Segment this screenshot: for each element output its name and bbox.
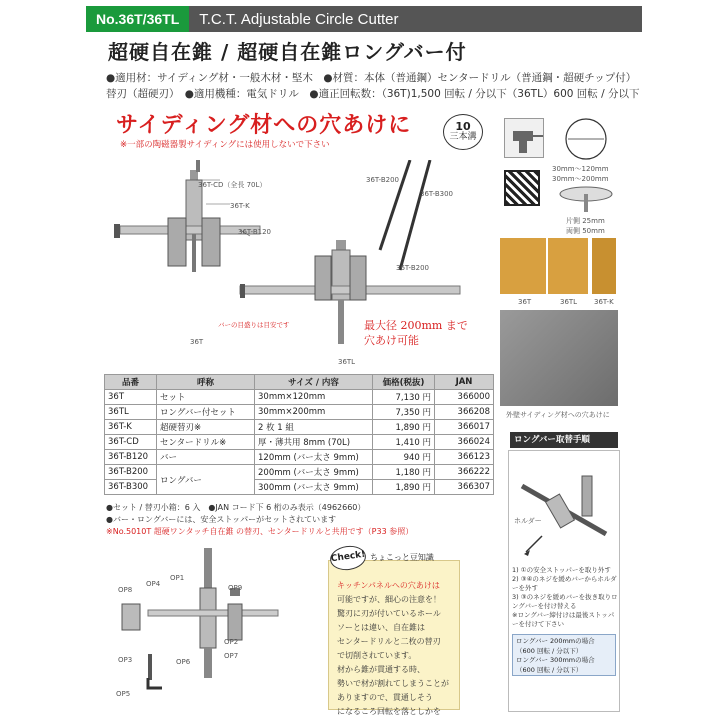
model-number: No.36T/36TL: [86, 6, 189, 32]
memo-line: ありますので、貫通しそう: [337, 693, 433, 702]
cell-price: 1,410 円: [373, 435, 435, 450]
cell-jan: 366000: [435, 390, 494, 405]
parts-diagram: [108, 548, 324, 716]
tips-memo: [328, 560, 460, 716]
guide-header: ロングバー取替手順: [510, 432, 618, 448]
rpm-box: [512, 634, 616, 676]
siding-drilling-photo: [500, 310, 618, 406]
drill-icon: [504, 118, 544, 158]
pkg-label-3: 36T-K: [594, 298, 614, 306]
product-name-en: T.C.T. Adjustable Circle Cutter: [199, 10, 399, 28]
cell-code: 36T-B300: [105, 480, 157, 495]
pkg-label-2: 36TL: [560, 298, 578, 306]
memo-line: 材から錐が貫通する時、: [337, 665, 425, 674]
memo-line: で切削されています。: [337, 651, 417, 660]
cell-code: 36T-CD: [105, 435, 157, 450]
rpm-line: ロングバー 300mmの場合: [516, 656, 595, 664]
cell-code: 36T-B120: [105, 450, 157, 465]
cell-jan: 366208: [435, 405, 494, 420]
spec-line-2: 替刃（超硬刃） ●適用機種：電気ドリル ●適正回転数：（36T)1,500 回転 / 分以下（36TL）600 回転 / 分以下: [106, 88, 640, 100]
package-36t-photo: [500, 238, 546, 294]
cell-jan: 366222: [435, 465, 494, 480]
part-label-op9: OP9: [228, 584, 243, 592]
table-note-1: ●セット / 替刃小箱：6 入 ●JAN コード下 6 桁のみ表示（4962660）: [106, 503, 366, 512]
rpm-line: （600 回転 / 分以下）: [516, 646, 583, 655]
holder-label: ホルダー: [514, 517, 542, 525]
range-1: 30mm〜120mm: [552, 165, 609, 173]
cell-name: バー: [157, 450, 255, 465]
cell-price: 7,350 円: [373, 405, 435, 420]
guide-diagram: [512, 456, 616, 562]
badge-number: 10: [455, 120, 471, 133]
cell-size: 厚・薄共用 8mm (70L): [255, 435, 373, 450]
table-row: [105, 420, 494, 435]
cell-name: セット: [157, 390, 255, 405]
col-size: サイズ / 内容: [255, 375, 373, 390]
cell-size: 120mm (バー太さ 9mm): [255, 450, 373, 465]
memo-line: ソーとは違い、自在錐は: [337, 623, 425, 632]
check-badge: Check!: [329, 544, 368, 573]
spec-line-1: ●適用材：サイディング材・一般木材・堅木 ●材質：本体（普通鋼）センタードリル（普通鋼・超硬チップ付）: [106, 72, 637, 84]
max-note-line-2: 穴あけ可能: [364, 334, 419, 347]
cutter-36t-illustration: [114, 160, 260, 272]
package-36tk-photo: [592, 238, 616, 294]
cell-code: 36T-K: [105, 420, 157, 435]
col-price: 価格(税抜): [373, 375, 435, 390]
part-label-op1: OP1: [170, 574, 185, 582]
hole-size-icon: [556, 116, 616, 162]
memo-line: になるころ回転を落としかを: [337, 707, 441, 716]
cell-size: 2 枚 1 組: [255, 420, 373, 435]
memo-line: キッチンパネルへの穴あけは: [337, 581, 440, 590]
part-label-op5: OP5: [116, 690, 131, 698]
part-label-op6: OP6: [176, 658, 191, 666]
cell-jan: 366017: [435, 420, 494, 435]
cell-price: 7,130 円: [373, 390, 435, 405]
max-diameter-note: [364, 318, 468, 348]
part-label-op3: OP3: [118, 656, 133, 664]
page-title: 超硬自在錐 / 超硬自在錐ロングバー付: [108, 40, 467, 64]
memo-line: 可能ですが、細心の注意を！: [337, 595, 441, 604]
depth-icon: [556, 184, 616, 214]
cell-jan: 366024: [435, 435, 494, 450]
price-table: [104, 374, 494, 495]
label-b120: 36T-B120: [238, 228, 271, 236]
part-label-op8: OP8: [118, 586, 133, 594]
cell-price: 1,890 円: [373, 420, 435, 435]
part-label-op4: OP4: [146, 580, 161, 588]
table-row: [105, 405, 494, 420]
table-row: [105, 390, 494, 405]
cell-code: 36T-B200: [105, 465, 157, 480]
guide-step: ※ロングバー締付けは最後ストッパーを付けて下さい: [512, 611, 615, 628]
memo-line: 驚刃に刃が付いているホール: [337, 609, 441, 618]
table-header-row: [105, 375, 494, 390]
cell-size: 30mm×120mm: [255, 390, 373, 405]
cell-name: ロングバー付セット: [157, 405, 255, 420]
guide-steps: [512, 566, 618, 629]
col-name: 呼称: [157, 375, 255, 390]
table-row: [105, 465, 494, 480]
table-row: [105, 435, 494, 450]
cell-price: 1,180 円: [373, 465, 435, 480]
col-jan: JAN: [435, 375, 494, 390]
rpm-line: ロングバー 200mmの場合: [516, 637, 595, 645]
memo-title: ちょこっと豆知識: [370, 553, 434, 562]
cell-price: 940 円: [373, 450, 435, 465]
badge-text: 三本溝: [449, 132, 477, 142]
memo-line: 勢いで材が割れてしまうことが: [337, 679, 449, 688]
depth-2: 両側 50mm: [566, 227, 605, 235]
guide-step: 3) ③のネジを緩めバーを抜き取りロングバーを付け替える: [512, 593, 618, 610]
cell-size: 300mm (バー太さ 9mm): [255, 480, 373, 495]
cell-name: ロングバー: [157, 465, 255, 495]
label-cd: 36T-CD（全長 70L）: [198, 181, 267, 189]
col-code: 品番: [105, 375, 157, 390]
package-36tl-photo: [548, 238, 588, 294]
promo-heading: サイディング材への穴あけに: [116, 112, 412, 138]
guide-step: 2) ③④のネジを緩めバーからホルダーを外す: [512, 575, 617, 592]
label-36t: 36T: [190, 338, 204, 346]
three-flute-badge: [443, 114, 483, 150]
table-note-3: ※No.5010T 超硬ワンタッチ自在錐 の替刃、センタードリルと共用です（P33 参照）: [106, 527, 414, 536]
cell-size: 30mm×200mm: [255, 405, 373, 420]
rpm-line: （600 回転 / 分以下）: [516, 665, 583, 674]
depth-1: 片側 25mm: [566, 217, 605, 225]
table-note-2: ●バー・ロングバーには、安全ストッパーがセットされています: [106, 515, 337, 524]
part-label-op2: OP2: [224, 638, 239, 646]
part-label-op7: OP7: [224, 652, 239, 660]
cell-code: 36T: [105, 390, 157, 405]
label-36tl: 36TL: [338, 358, 356, 366]
max-note-line-1: 最大径 200mm まで: [364, 319, 468, 332]
cell-name: センタードリル※: [157, 435, 255, 450]
cell-jan: 366307: [435, 480, 494, 495]
photo-caption: 外壁サイディング材への穴あけに: [506, 411, 610, 419]
range-2: 30mm〜200mm: [552, 175, 609, 183]
memo-line: センタードリルと二枚の替刃: [337, 637, 441, 646]
label-b300: 36T-B300: [420, 190, 453, 198]
label-b200b: 36T-B200: [396, 264, 429, 272]
label-k: 36T-K: [230, 202, 250, 210]
promo-note: ※一部の陶磁器製サイディングには使用しないで下さい: [120, 140, 330, 150]
cell-code: 36TL: [105, 405, 157, 420]
table-row: [105, 450, 494, 465]
guide-step: 1) ①の安全ストッパーを取り外す: [512, 566, 611, 574]
cell-size: 200mm (バー太さ 9mm): [255, 465, 373, 480]
cell-jan: 366123: [435, 450, 494, 465]
cell-price: 1,890 円: [373, 480, 435, 495]
header-bar: [86, 6, 642, 32]
cell-name: 超硬替刃※: [157, 420, 255, 435]
bar-note: バーの目盛りは目安です: [218, 321, 290, 329]
qr-code-icon: [504, 170, 540, 206]
label-b200a: 36T-B200: [366, 176, 399, 184]
pkg-label-1: 36T: [518, 298, 532, 306]
